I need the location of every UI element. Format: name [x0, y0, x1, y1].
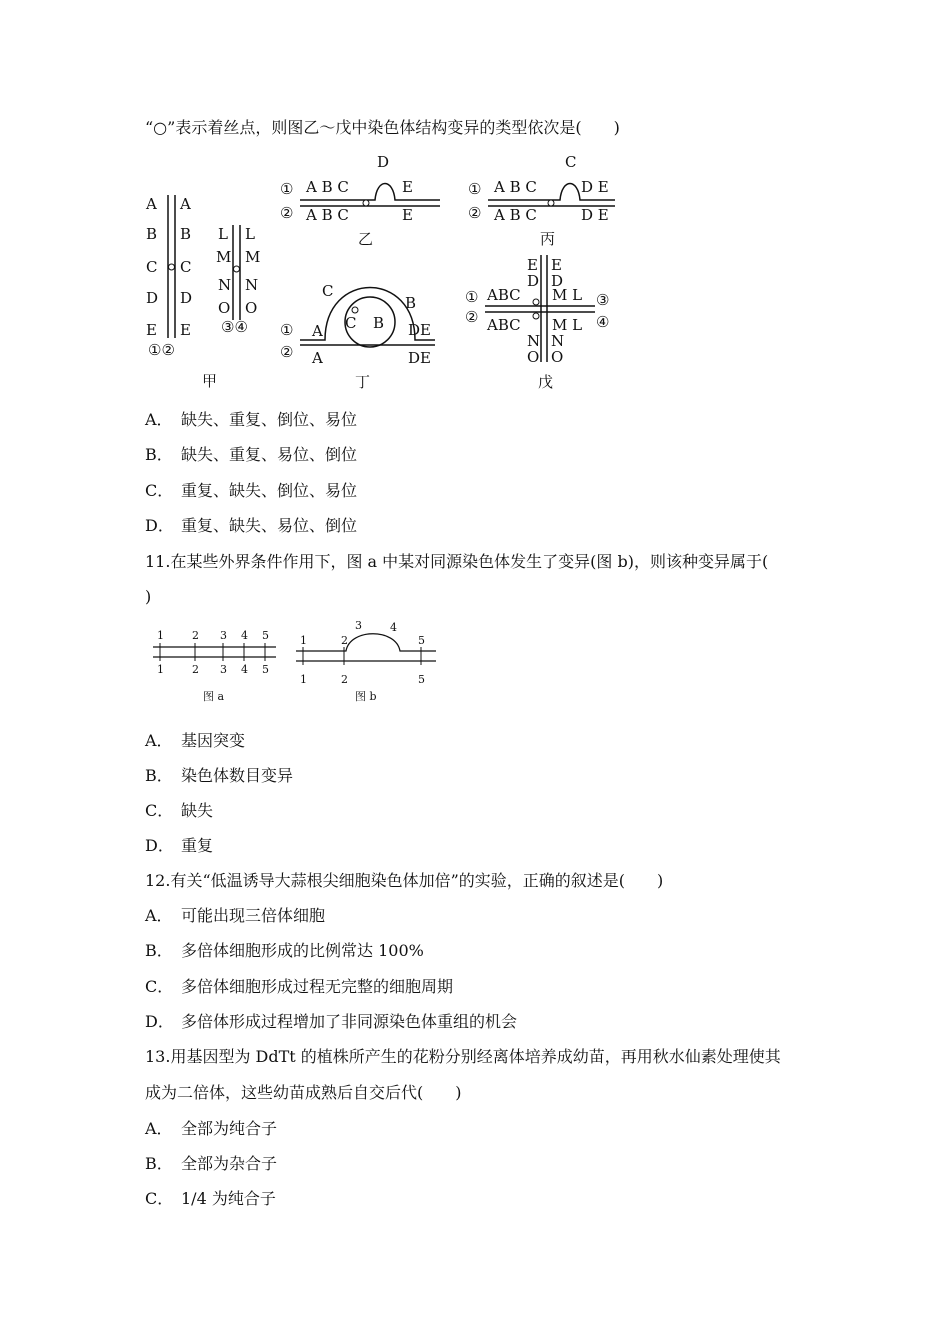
a-bottom-2: 3 — [220, 663, 227, 676]
option-text: 基因突变 — [181, 731, 246, 750]
option-text: 全部为杂合子 — [181, 1154, 278, 1173]
option-text: 缺失 — [181, 801, 214, 820]
option-letter: C． — [145, 977, 174, 996]
jia-right-2: C — [180, 258, 192, 276]
q13-option-a — [145, 1118, 277, 1140]
a-bottom-0: 1 — [157, 663, 164, 676]
caption-b: 图 b — [355, 690, 377, 703]
a-top-3: 4 — [241, 629, 248, 642]
bing-top-right: D E — [581, 178, 609, 196]
wu-down-col2-0: N — [551, 332, 565, 350]
wu-n3: ③ — [596, 291, 610, 309]
wu-up-col1-0: E — [527, 256, 538, 274]
ding-b-outer: B — [405, 294, 417, 312]
b-top-3: 4 — [390, 621, 397, 634]
option-letter: A． — [145, 410, 173, 429]
option-text: 缺失、重复、易位、倒位 — [181, 445, 358, 464]
option-text: 重复 — [181, 836, 214, 855]
option-letter: D． — [145, 1012, 174, 1031]
figure-yi — [280, 153, 440, 248]
bing-caption: 丙 — [540, 230, 556, 248]
q13-option-c — [145, 1188, 276, 1210]
yi-caption: 乙 — [358, 230, 374, 248]
wu-down-col1-0: N — [527, 332, 541, 350]
q11-option-d — [145, 835, 213, 857]
yi-n1: ① — [280, 180, 294, 198]
ding-n2: ② — [280, 343, 294, 361]
fig-a-ticks — [160, 643, 265, 661]
q11-stem-line1: 11.在某些外界条件作用下，图 a 中某对同源染色体发生了变异(图 b)，则该种变异属于( — [145, 552, 769, 571]
option-text: 染色体数目变异 — [181, 766, 294, 785]
wu-down-col1-1: O — [527, 348, 540, 366]
option-letter: D． — [145, 836, 174, 855]
yi-n2: ② — [280, 204, 294, 222]
option-text: 多倍体形成过程增加了非同源染色体重组的机会 — [181, 1012, 518, 1031]
a-top-2: 3 — [220, 629, 227, 642]
option-letter: B． — [145, 1154, 173, 1173]
option-letter: C． — [145, 801, 174, 820]
ding-c-outer: C — [322, 282, 334, 300]
wu-n2: ② — [465, 308, 479, 326]
ding-de-bottom: DE — [408, 349, 431, 367]
ding-a-top: A — [312, 322, 323, 340]
q12-option-d — [145, 1011, 517, 1033]
ding-n1: ① — [280, 321, 294, 339]
b-bottom-0: 1 — [300, 673, 307, 686]
option-letter: B． — [145, 941, 173, 960]
option-text: 1/4 为纯合子 — [181, 1189, 276, 1208]
option-text: 可能出现三倍体细胞 — [181, 906, 326, 925]
yi-bottom-right: E — [402, 206, 413, 224]
q11-stem-line2: ) — [145, 587, 152, 606]
a-top-0: 1 — [157, 629, 164, 642]
jia-left-1: B — [146, 225, 158, 243]
ding-a-bottom: A — [312, 349, 323, 367]
q10-option-c — [145, 480, 357, 502]
yi-loop: D — [377, 153, 390, 171]
caption-a: 图 a — [203, 690, 225, 703]
wu-up-col2-0: E — [551, 256, 562, 274]
b-bottom-2: 5 — [418, 673, 425, 686]
jia-left-0: A — [146, 195, 157, 213]
jia-p2-right-3: O — [245, 299, 258, 317]
ding-c-inner: C — [345, 314, 357, 332]
q11-figure — [148, 618, 443, 708]
jia-label-34: ③④ — [221, 318, 248, 336]
yi-top-right: E — [402, 178, 413, 196]
b-top-1: 2 — [341, 634, 348, 647]
jia-p2-left-0: L — [218, 225, 228, 243]
option-letter: A． — [145, 1119, 173, 1138]
jia-left-3: D — [146, 289, 159, 307]
q12-option-b — [145, 940, 424, 962]
jia-left-4: E — [146, 321, 157, 339]
option-letter: B． — [145, 766, 173, 785]
option-text: 全部为纯合子 — [181, 1119, 278, 1138]
a-top-4: 5 — [262, 629, 269, 642]
jia-left-2: C — [146, 258, 158, 276]
wu-n1: ① — [465, 288, 479, 306]
q10-figure — [140, 150, 630, 395]
a-bottom-1: 2 — [192, 663, 199, 676]
q11-option-b — [145, 765, 293, 787]
q12-stem: 12.有关“低温诱导大蒜根尖细胞染色体加倍”的实验，正确的叙述是( ) — [145, 871, 664, 890]
q11-option-a — [145, 730, 245, 752]
ding-caption: 丁 — [355, 373, 371, 391]
wu-down-col2-1: O — [551, 348, 564, 366]
yi-top: A B C — [306, 178, 349, 196]
jia-right-3: D — [180, 289, 193, 307]
option-letter: C． — [145, 481, 174, 500]
jia-label-12: ①② — [148, 341, 175, 359]
bing-bottom: A B C — [494, 206, 537, 224]
b-top-0: 1 — [300, 634, 307, 647]
b-top-2: 3 — [355, 619, 362, 632]
option-text: 重复、缺失、易位、倒位 — [181, 516, 358, 535]
jia-p2-right-1: M — [245, 248, 261, 266]
wu-top-left: ABC — [487, 286, 521, 304]
q12-option-a — [145, 905, 325, 927]
wu-up-col1-1: D — [527, 272, 540, 290]
figure-wu — [465, 255, 609, 391]
a-bottom-3: 4 — [241, 663, 248, 676]
wu-bottom-right: M L — [552, 316, 583, 334]
q10-option-b — [145, 444, 357, 466]
bing-top: A B C — [494, 178, 537, 196]
jia-p2-left-1: M — [216, 248, 232, 266]
yi-bottom: A B C — [306, 206, 349, 224]
jia-caption: 甲 — [202, 372, 218, 390]
a-top-1: 2 — [192, 629, 199, 642]
jia-p2-left-3: O — [218, 299, 231, 317]
option-text: 重复、缺失、倒位、易位 — [181, 481, 358, 500]
q13-option-b — [145, 1153, 277, 1175]
option-text: 缺失、重复、倒位、易位 — [181, 410, 358, 429]
ding-de-top: DE — [408, 321, 431, 339]
bing-n1: ① — [468, 180, 482, 198]
q10-stem: “○”表示着丝点，则图乙～戊中染色体结构变异的类型依次是( ) — [145, 118, 620, 137]
q10-option-d — [145, 515, 357, 537]
wu-n4: ④ — [596, 313, 610, 331]
wu-bottom-left: ABC — [487, 316, 521, 334]
b-top-4: 5 — [418, 634, 425, 647]
wu-up-col2-1: D — [551, 272, 564, 290]
option-letter: D． — [145, 516, 174, 535]
option-letter: A． — [145, 731, 173, 750]
b-bottom-1: 2 — [341, 673, 348, 686]
option-text: 多倍体细胞形成的比例常达 100% — [181, 941, 424, 960]
ding-b-inner: B — [373, 314, 385, 332]
q13-stem-line2: 成为二倍体，这些幼苗成熟后自交后代( ) — [145, 1083, 462, 1102]
option-letter: C． — [145, 1189, 174, 1208]
jia-p2-left-2: N — [218, 276, 232, 294]
q11-option-c — [145, 800, 213, 822]
option-text: 多倍体细胞形成过程无完整的细胞周期 — [181, 977, 454, 996]
jia-right-1: B — [180, 225, 192, 243]
bing-bottom-right: D E — [581, 206, 609, 224]
jia-p2-right-0: L — [245, 225, 255, 243]
bing-loop: C — [565, 153, 577, 171]
a-bottom-4: 5 — [262, 663, 269, 676]
figure-jia — [145, 195, 260, 390]
figure-bing — [468, 153, 615, 248]
jia-right-4: E — [180, 321, 191, 339]
bing-n2: ② — [468, 204, 482, 222]
q13-stem-line1: 13.用基因型为 DdTt 的植株所产生的花粉分别经离体培养成幼苗，再用秋水仙素处理使其 — [145, 1047, 781, 1066]
wu-top-right: M L — [552, 286, 583, 304]
figure-ding — [280, 282, 435, 391]
wu-caption: 戊 — [538, 373, 554, 391]
q12-option-c — [145, 976, 453, 998]
jia-p2-right-2: N — [245, 276, 259, 294]
option-letter: A． — [145, 906, 173, 925]
jia-right-0: A — [180, 195, 191, 213]
option-letter: B． — [145, 445, 173, 464]
q10-option-a — [145, 409, 357, 431]
